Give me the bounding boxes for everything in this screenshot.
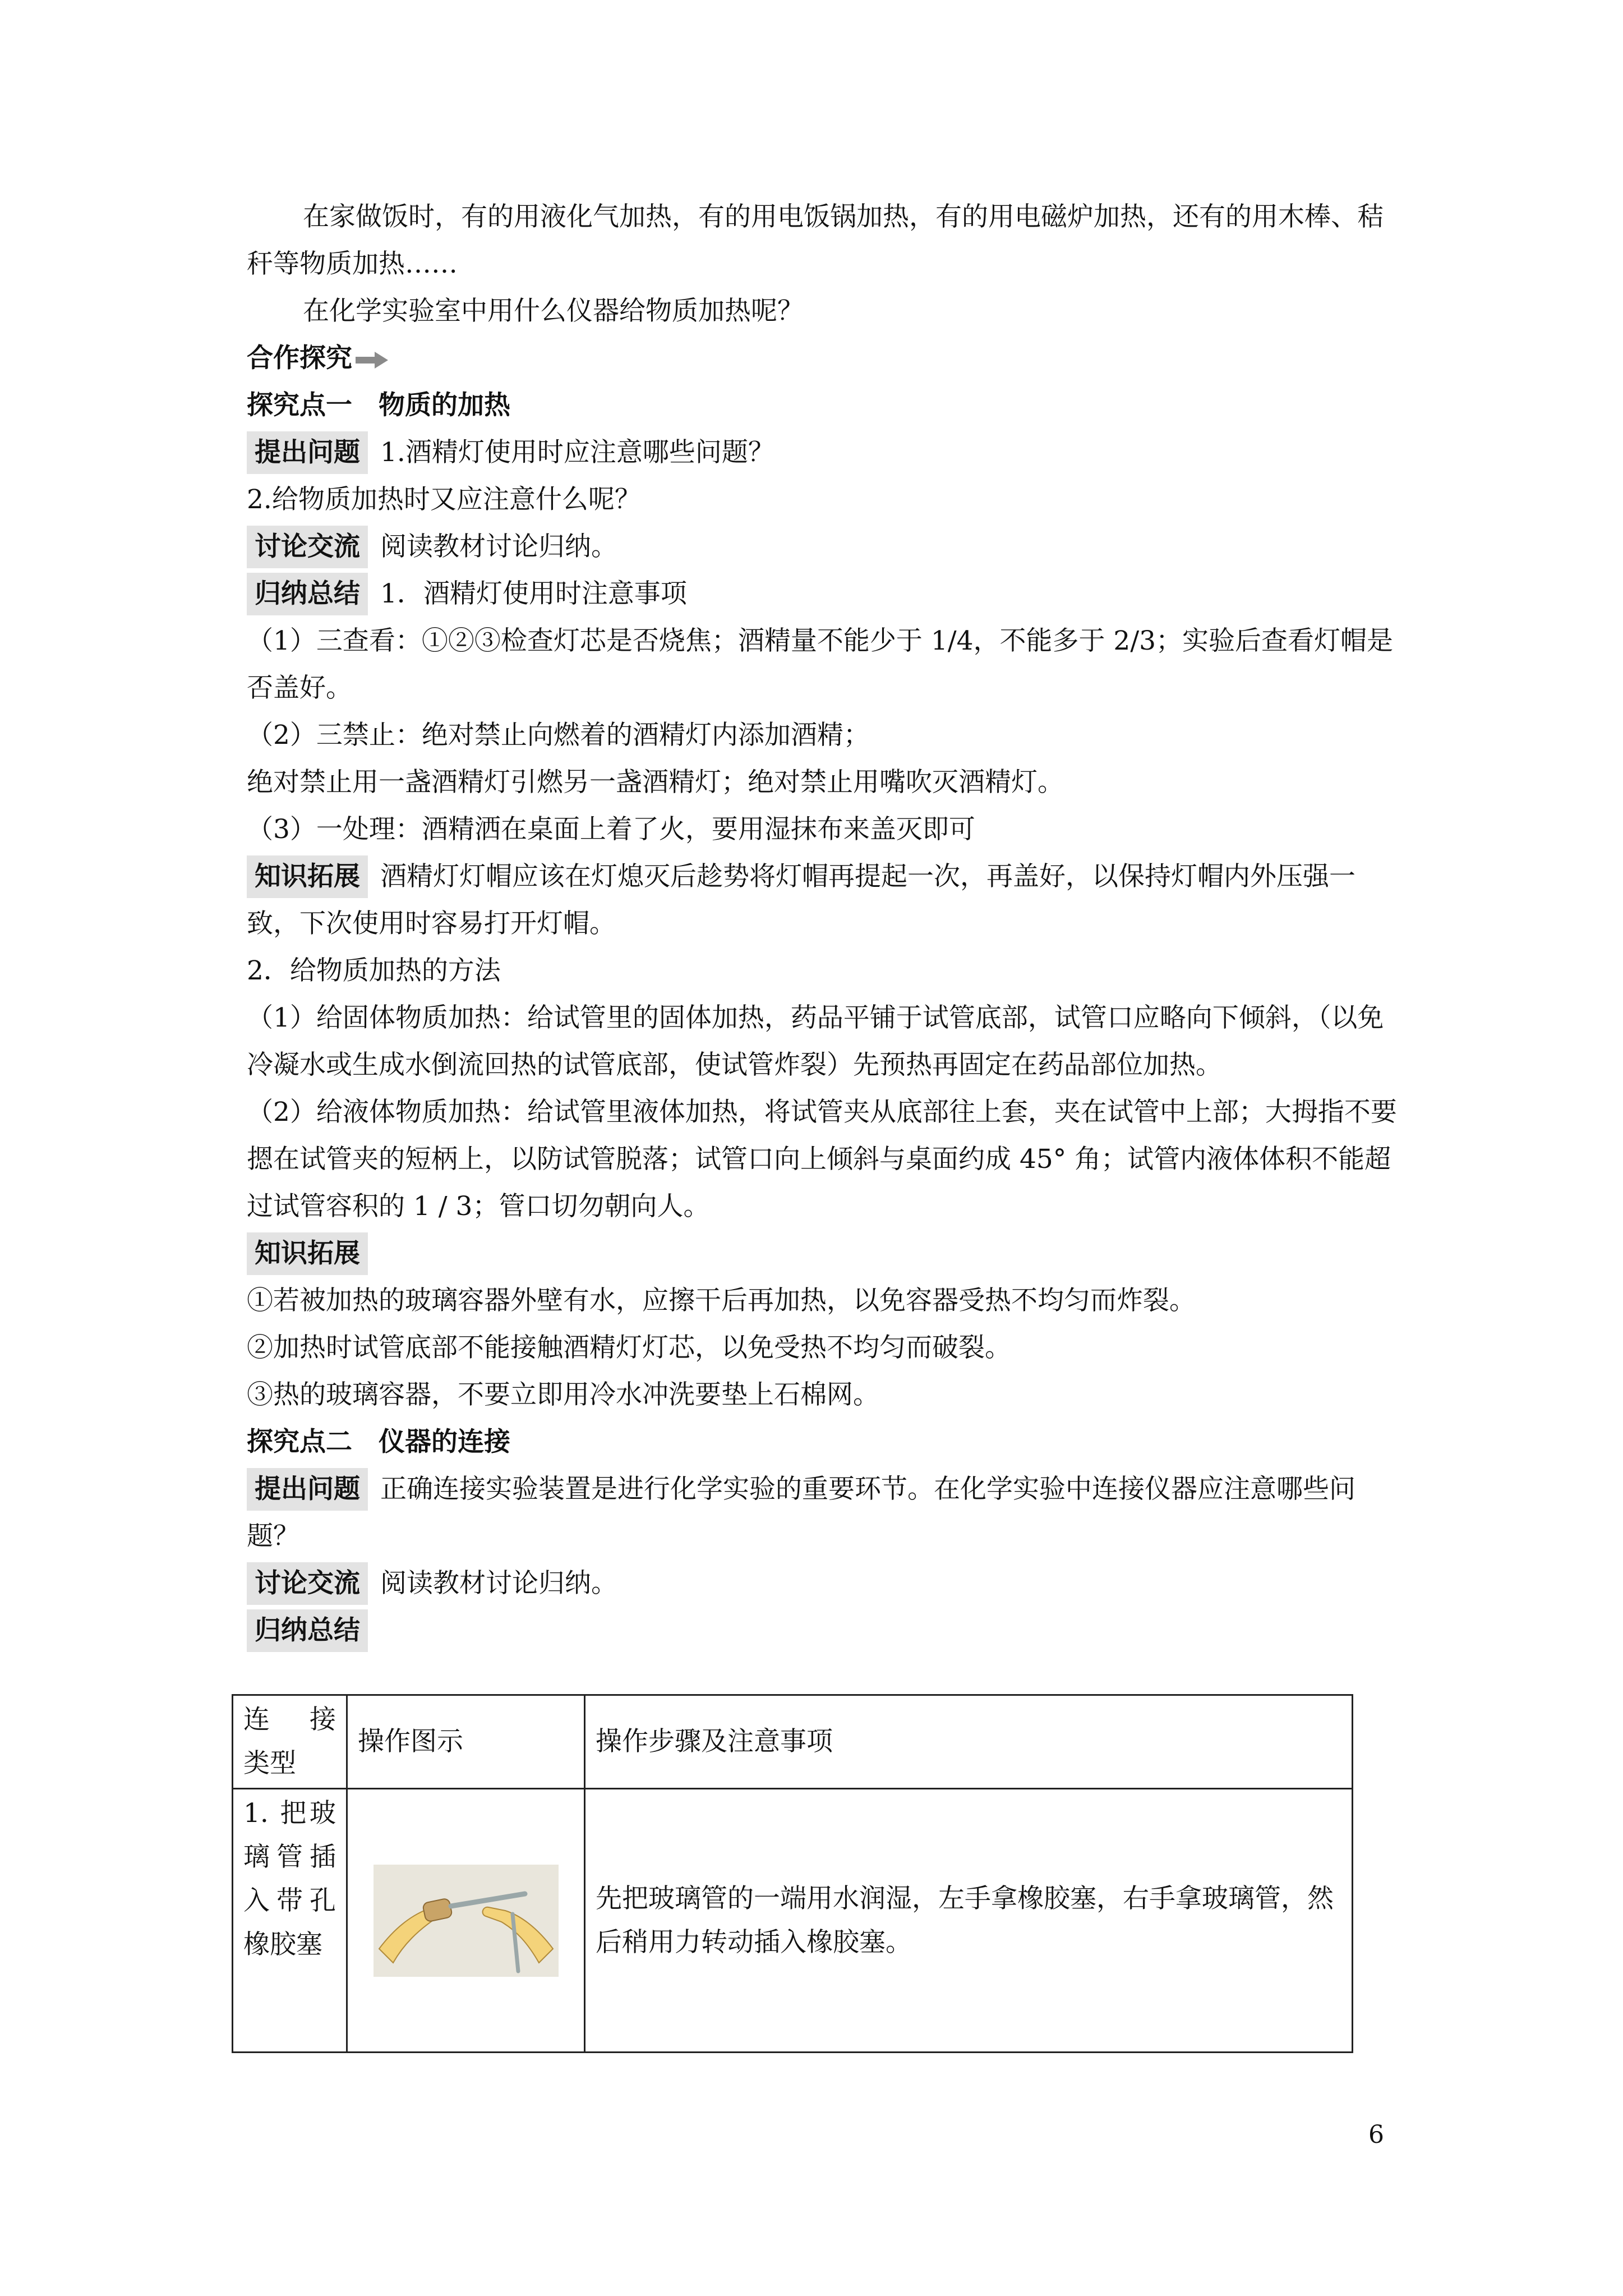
heating-method-2: （2）给液体物质加热：给试管里液体加热，将试管夹从底部往上套，夹在试管中上部；大拇指不要摁在试管夹的短柄上，以防试管脱落；试管口向上倾斜与桌面约成 45° 角；试管内液体体积不能超过试管容积的 1 / 3；管口切勿朝向人。: [247, 1097, 1397, 1222]
point1-question-2: 2.给物质加热时又应注意什么呢？: [247, 484, 641, 515]
point2-discuss-row: [247, 1560, 1402, 1607]
summary-item-2a: （2）三禁止：绝对禁止向燃着的酒精灯内添加酒精；: [247, 720, 870, 751]
question-tag-2: 提出问题: [247, 1468, 368, 1511]
summary-item-1: （1）三查看：①②③检查灯芯是否烧焦；酒精量不能少于 1/4，不能多于 2/3；实验后查看灯帽是否盖好。: [247, 625, 1394, 703]
point1-extension2-row: [247, 1230, 1402, 1277]
extension-item-3: ③热的玻璃容器，不要立即用冷水冲洗要垫上石棉网。: [247, 1379, 879, 1410]
point2-question-text: 正确连接实验装置是进行化学实验的重要环节。在化学实验中连接仪器应注意哪些问题？: [247, 1474, 1355, 1552]
question-tag: 提出问题: [247, 431, 368, 474]
extension-tag-2: 知识拓展: [247, 1232, 368, 1275]
heating-method-1: （1）给固体物质加热：给试管里的固体加热，药品平铺于试管底部，试管口应略向下倾斜，（以免冷凝水或生成水倒流回热的试管底部，使试管炸裂）先预热再固定在药品部位加热。: [247, 1002, 1384, 1080]
point2-summary-row: [247, 1607, 1402, 1654]
arrow-right-icon: [356, 351, 389, 370]
row-connection-type: 1. 把玻璃管插入带孔橡胶塞: [233, 1789, 347, 2053]
summary-item-2b: 绝对禁止用一盏酒精灯引燃另一盏酒精灯；绝对禁止用嘴吹灭酒精灯。: [247, 767, 1064, 798]
extension-tag: 知识拓展: [247, 855, 368, 898]
connection-table: [232, 1694, 1353, 2053]
point1-title: 探究点一 物质的加热: [247, 390, 510, 421]
point1-question-row: [247, 429, 1402, 476]
insert-glass-tube-illustration: [374, 1865, 559, 1977]
summary-item-3: （3）一处理：酒精洒在桌面上着了火，要用湿抹布来盖灭即可: [247, 814, 975, 845]
point1-summary-title: 1．酒精灯使用时注意事项: [380, 578, 687, 609]
row-diagram-cell: [347, 1789, 585, 2053]
header-diagram: 操作图示: [347, 1695, 585, 1789]
page-number: 6: [1368, 2120, 1384, 2149]
summary-tag-2: 归纳总结: [247, 1609, 368, 1652]
discuss-tag-2: 讨论交流: [247, 1562, 368, 1605]
point1-discuss-row: [247, 523, 1402, 570]
point1-extension-row: [247, 853, 1402, 947]
header-connection-type: 连 接 类型: [233, 1695, 347, 1789]
document-body: [247, 194, 1402, 1654]
section-title: 合作探究: [247, 343, 352, 374]
table-row: [233, 1789, 1353, 2053]
discuss-tag: 讨论交流: [247, 526, 368, 568]
point1-discuss-text: 阅读教材讨论归纳。: [380, 531, 617, 562]
point2-question-row: [247, 1466, 1402, 1560]
point1-summary-row: [247, 570, 1402, 618]
point2-title: 探究点二 仪器的连接: [247, 1427, 510, 1457]
summary-tag: 归纳总结: [247, 573, 368, 615]
table-header-row: [233, 1695, 1353, 1789]
point2-discuss-text: 阅读教材讨论归纳。: [380, 1568, 617, 1599]
intro-paragraph-1: 在家做饭时，有的用液化气加热，有的用电饭锅加热，有的用电磁炉加热，还有的用木棒、秸秆等物质加热……: [247, 201, 1384, 279]
row-steps: 先把玻璃管的一端用水润湿，左手拿橡胶塞，右手拿玻璃管，然后稍用力转动插入橡胶塞。: [585, 1789, 1353, 2053]
extension-item-2: ②加热时试管底部不能接触酒精灯灯芯，以免受热不均匀而破裂。: [247, 1332, 1011, 1363]
heating-method-title: 2．给物质加热的方法: [247, 955, 501, 986]
extension-item-1: ①若被加热的玻璃容器外壁有水，应擦干后再加热，以免容器受热不均匀而炸裂。: [247, 1285, 1196, 1316]
intro-paragraph-2: 在化学实验室中用什么仪器给物质加热呢？: [303, 296, 804, 326]
header-steps: 操作步骤及注意事项: [585, 1695, 1353, 1789]
point1-question-1: 1.酒精灯使用时应注意哪些问题？: [380, 437, 774, 468]
point1-extension-text: 酒精灯灯帽应该在灯熄灭后趁势将灯帽再提起一次，再盖好，以保持灯帽内外压强一致，下次使用时容易打开灯帽。: [247, 861, 1355, 939]
section-title-row: [247, 335, 1402, 382]
